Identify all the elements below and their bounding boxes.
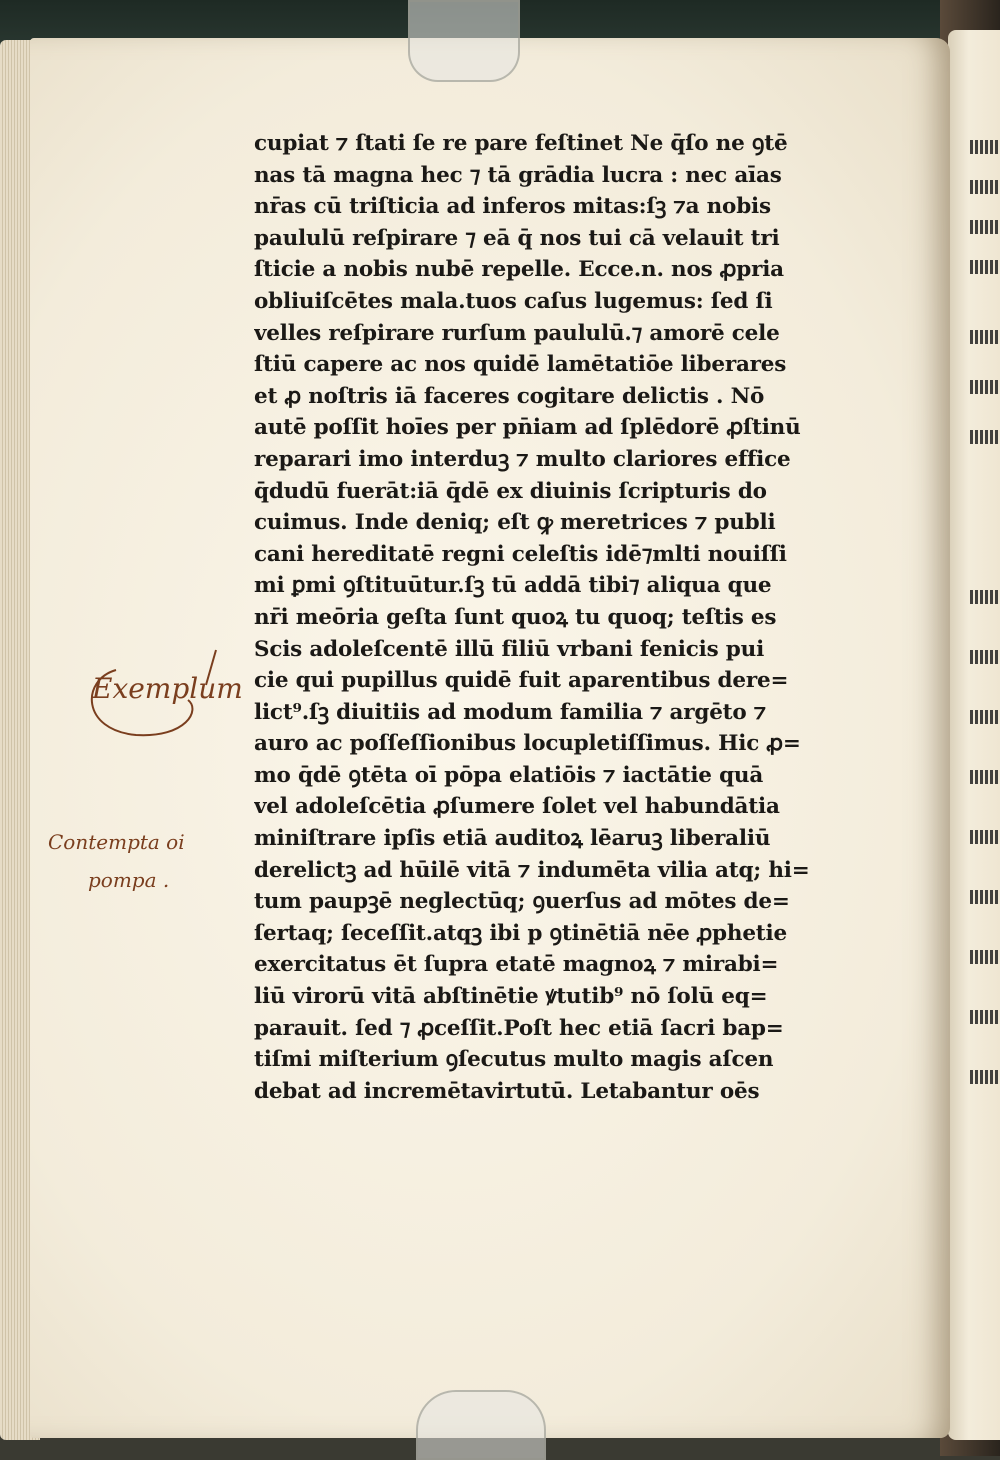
text-line: cani hereditatē regni celeſtis idē⁊mlti nouiſſi <box>254 541 787 567</box>
text-line: ſertaq; ſeceſſit.atqꝫ ibi p ꝯtinētiā nēe ꝓphetie <box>254 920 787 946</box>
text-line: autē poſſit hoīes per pn̄iam ad ſplēdorē ꝓſtinū <box>254 415 801 441</box>
text-line: debat ad incremētavirtutū. Letabantur oēs <box>254 1078 760 1104</box>
text-line: ſticie a nobis nubē repelle. Ecce.n. nos ꝓpria <box>254 257 784 283</box>
marginal-note-pompa: pompa . <box>88 868 170 892</box>
facing-text-line <box>970 710 1000 724</box>
text-line: miniſtrare ipſis etiā auditoꝝ lēaruꝫ liberaliū <box>254 826 771 852</box>
text-line: parauit. ſed ⁊ ꝓceſſit.Poſt hec etiā ſacri bap= <box>254 1015 784 1041</box>
facing-text-line <box>970 1070 1000 1084</box>
text-line: mo q̄dē ꝯtēta oī pōpa elatiōis ⁊ iactātie quā <box>254 762 764 788</box>
text-line: nr̄as cū triſticia ad inferos mitas:ſꝫ ⁊a nobis <box>254 194 771 220</box>
text-line: exercitatus ēt ſupra etatē magnoꝝ ⁊ mirabi= <box>254 952 779 978</box>
text-line: cuimus. Inde deniq; eſt ꝙ meretrices ⁊ publi <box>254 510 776 536</box>
text-line: vel adoleſcētia ꝓſumere ſolet vel habundātia <box>254 794 780 820</box>
text-line: paululū reſpirare ⁊ eā q̄ nos tui cā velauit tri <box>254 225 780 251</box>
facing-text-line <box>970 830 1000 844</box>
text-line: et ꝓ noſtris iā faceres cogitare delictis . Nō <box>254 383 765 409</box>
text-line: tiſmi miſterium ꝯſecutus multo magis aſcen <box>254 1047 774 1073</box>
facing-text-line <box>970 590 1000 604</box>
text-line: liū virorū vitā abſtinētie ꝟtutib⁹ nō ſolū eq= <box>254 984 768 1010</box>
facing-text-line <box>970 1010 1000 1024</box>
text-line: mi ꝑmi ꝯſtituūtur.ſꝫ tū addā tibi⁊ aliqua que <box>254 573 772 599</box>
text-line: ſtiū capere ac nos quidē lamētatiōe liberares <box>254 352 787 378</box>
text-line: reparari imo interduꝫ ⁊ multo clariores effice <box>254 446 791 472</box>
text-line: cie qui pupillus quidē fuit aparentibus dere= <box>254 668 789 694</box>
text-line: q̄dudū fuerāt:iā q̄dē ex diuinis ſcripturis do <box>254 478 767 504</box>
page-clip-bottom <box>416 1390 546 1460</box>
facing-text-line <box>970 380 1000 394</box>
text-line: obliuiſcētes mala.tuos caſus lugemus: ſed ſi <box>254 288 773 314</box>
text-line: nas tā magna hec ⁊ tā grādia lucra : nec aīas <box>254 162 782 188</box>
facing-text-line <box>970 330 1000 344</box>
text-line: lict⁹.ſꝫ diuitiis ad modum familia ⁊ argēto ⁊ <box>254 699 766 725</box>
facing-text-line <box>970 260 1000 274</box>
facing-text-line <box>970 890 1000 904</box>
marginal-note-contempta: Contempta oi <box>48 830 185 854</box>
facing-text-line <box>970 770 1000 784</box>
marginal-note-exemplum: Exemplum <box>92 672 243 705</box>
page-clip-top <box>408 0 520 82</box>
facing-text-line <box>970 180 1000 194</box>
text-line: auro ac poſſeſſionibus locupletiſſimus. Hic ꝓ= <box>254 731 801 757</box>
facing-text-line <box>970 140 1000 154</box>
facing-text-line <box>970 430 1000 444</box>
facing-text-line <box>970 650 1000 664</box>
facing-page <box>948 30 1000 1440</box>
text-line: cupiat ⁊ ſtati ſe re pare feſtinet Ne q̄ſo ne ꝯtē <box>254 131 788 156</box>
text-line: Scis adoleſcentē illū filiū vrbani fenicis pui <box>254 636 765 662</box>
facing-text-line <box>970 220 1000 234</box>
text-line: derelictꝫ ad hūilē vitā ⁊ indumēta vilia atq; hi= <box>254 857 810 883</box>
printed-text-block <box>254 128 884 1107</box>
facing-text-line <box>970 950 1000 964</box>
text-line: velles reſpirare rurſum paululū.⁊ amorē cele <box>254 320 780 346</box>
text-line: tum paupꝫē neglectūq; ꝯuerſus ad mōtes de= <box>254 889 790 915</box>
text-line: nr̄i meōria geſta ſunt quoꝝ tu quoq; teſtis es <box>254 604 777 630</box>
